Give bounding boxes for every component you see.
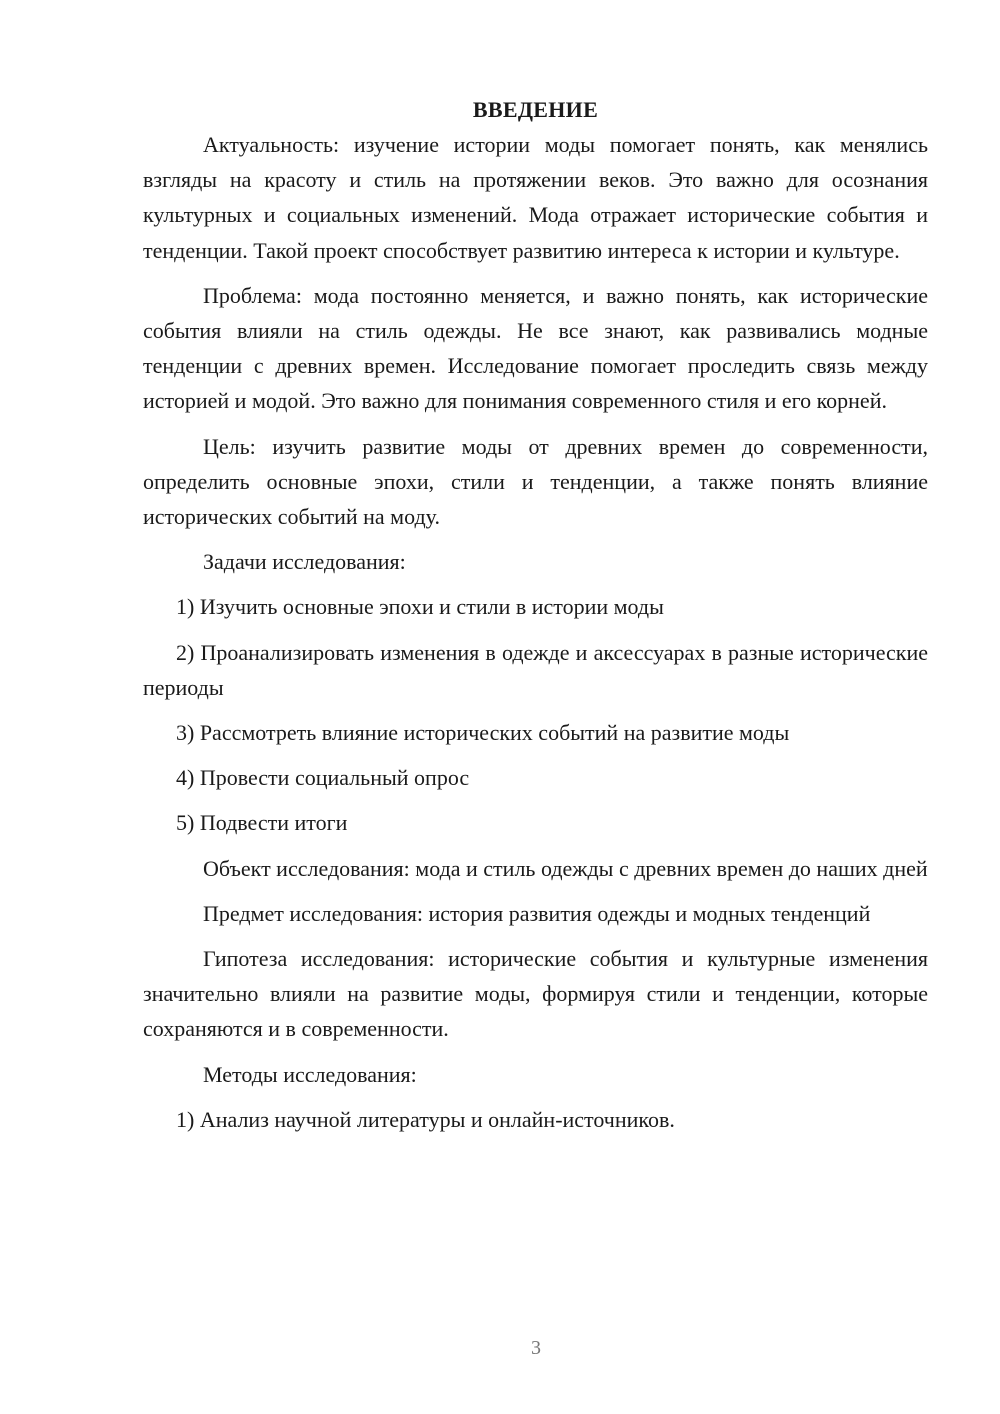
paragraph-relevance: Актуальность: изучение истории моды помогает понять, как менялись взгляды на красоту и стиль на протяжении веков. Это важно для осознания культурных и социальных изменений. Мода отражает исторические события и тенденции. Такой проект способствует развитию интереса к истории и культуре.	[143, 132, 928, 263]
document-body	[143, 92, 928, 1137]
paragraph-subject: Предмет исследования: история развития одежды и модных тенденций	[203, 900, 871, 926]
list-item-task-3: 3) Рассмотреть влияние исторических событий на развитие моды	[176, 720, 790, 746]
page-title: ВВЕДЕНИЕ	[472, 97, 599, 122]
paragraph-tasks-heading: Задачи исследования:	[203, 549, 406, 575]
list-item-task-2: 2) Проанализировать изменения в одежде и аксессуарах в разные исторические периоды	[143, 639, 928, 700]
paragraph-goal: Цель: изучить развитие моды от древних времен до современности, определить основные эпохи, стили и тенденции, а также понять влияние исторических событий на моду.	[143, 433, 928, 530]
paragraph-problem: Проблема: мода постоянно меняется, и важно понять, как исторические события влияли на стиль одежды. Не все знают, как развивались модные тенденции с древних времен. Исследование помогает проследить связь между историей и модой. Это важно для понимания современного стиля и его корней.	[143, 282, 928, 414]
paragraph-hypothesis: Гипотеза исследования: исторические события и культурные изменения значительно влияли на развитие моды, формируя стили и тенденции, которые сохраняются и в современности.	[143, 946, 928, 1042]
list-item-method-1: 1) Анализ научной литературы и онлайн-источников.	[176, 1106, 675, 1132]
page-number: 3	[531, 1337, 541, 1359]
paragraph-methods-heading: Методы исследования:	[203, 1061, 417, 1087]
list-item-task-4: 4) Провести социальный опрос	[176, 765, 470, 791]
paragraph-object: Объект исследования: мода и стиль одежды с древних времен до наших дней	[203, 855, 928, 881]
list-item-task-5: 5) Подвести итоги	[176, 810, 348, 836]
list-item-task-1: 1) Изучить основные эпохи и стили в истории моды	[176, 594, 664, 620]
